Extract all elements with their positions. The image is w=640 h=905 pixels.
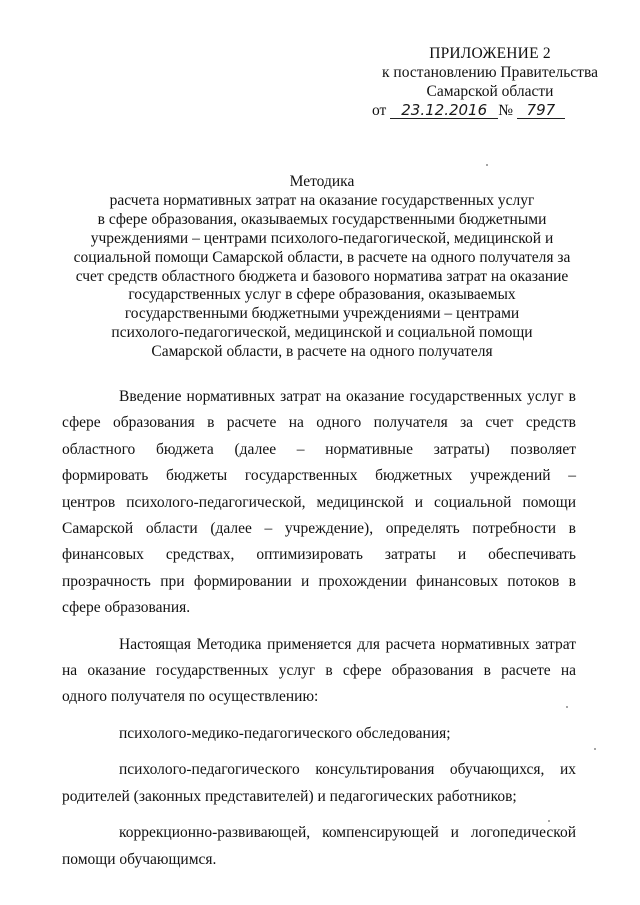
scan-speck bbox=[566, 706, 568, 708]
text-line: формировать бюджеты государственных бюджетных учреждений – bbox=[62, 467, 576, 485]
text-line: психолого-медико-педагогического обследования; bbox=[119, 724, 451, 742]
text-line: финансовых средствах, оптимизировать затраты и обеспечивать bbox=[62, 546, 576, 564]
title-line: Самарской области, в расчете на одного получателя bbox=[151, 343, 493, 361]
title-line: психолого-педагогической, медицинской и социальной помощи bbox=[111, 324, 533, 342]
title-heading: Методика bbox=[289, 173, 355, 190]
text-line: Настоящая Методика применяется для расчета нормативных затрат bbox=[119, 635, 576, 653]
list-item-correction bbox=[62, 820, 576, 873]
appendix-line-resolution: к постановлению Правительства bbox=[382, 64, 598, 81]
date-prefix: от bbox=[372, 102, 387, 119]
title-line: социальной помощи Самарской области, в расчете на одного получателя за bbox=[73, 248, 571, 266]
scan-speck bbox=[594, 748, 596, 750]
paragraph-scope bbox=[62, 632, 576, 711]
text-line: психолого-педагогического консультирования обучающихся, их bbox=[119, 761, 576, 779]
scan-speck bbox=[548, 820, 550, 822]
list-item-consulting bbox=[62, 757, 576, 810]
document-title bbox=[62, 173, 582, 362]
list-item-examination bbox=[62, 721, 576, 747]
title-line: в сфере образования, оказываемых государственными бюджетными bbox=[97, 210, 547, 228]
appendix-header bbox=[360, 44, 620, 120]
text-line: центров психолого-педагогической, медицинской и социальной помощи bbox=[62, 493, 576, 511]
paragraph-introduction bbox=[62, 384, 576, 622]
appendix-title: ПРИЛОЖЕНИЕ 2 bbox=[429, 45, 551, 62]
text-line: на оказание государственных услуг в сфере образования в расчете на bbox=[62, 662, 576, 680]
text-line: Введение нормативных затрат на оказание государственных услуг в bbox=[119, 388, 576, 405]
text-line: помощи обучающимся. bbox=[62, 850, 217, 868]
text-line: областного бюджета (далее – нормативные затраты) позволяет bbox=[62, 440, 576, 458]
text-line: сфере образования. bbox=[62, 599, 191, 617]
text-line: сфере образования в расчете на одного получателя за счет средств bbox=[62, 414, 576, 432]
text-line: родителей (законных представителей) и педагогических работников; bbox=[62, 787, 517, 805]
document-body bbox=[62, 384, 576, 873]
handwritten-number: 797 bbox=[517, 102, 565, 119]
title-line: государственных услуг в сфере образования, оказываемых bbox=[128, 286, 516, 304]
appendix-line-region: Самарской области bbox=[426, 83, 554, 100]
appendix-date-line bbox=[360, 101, 620, 120]
handwritten-date: 23.12.2016 bbox=[390, 102, 498, 119]
scan-speck bbox=[486, 164, 488, 166]
title-line: счет средств областного бюджета и базового норматива затрат на оказание bbox=[75, 267, 569, 285]
title-line: государственными бюджетными учреждениями – центрами bbox=[124, 305, 520, 323]
text-line: Самарской области (далее – учреждение), определять потребности в bbox=[62, 520, 576, 538]
title-line: учреждениями – центрами психолого-педагогической, медицинской и bbox=[90, 229, 554, 247]
text-line: прозрачность при формировании и прохождении финансовых потоков в bbox=[62, 572, 576, 590]
title-line: расчета нормативных затрат на оказание государственных услуг bbox=[109, 191, 535, 209]
text-line: одного получателя по осуществлению: bbox=[62, 688, 319, 706]
text-line: коррекционно-развивающей, компенсирующей и логопедической bbox=[119, 824, 576, 842]
number-prefix: № bbox=[498, 102, 513, 119]
